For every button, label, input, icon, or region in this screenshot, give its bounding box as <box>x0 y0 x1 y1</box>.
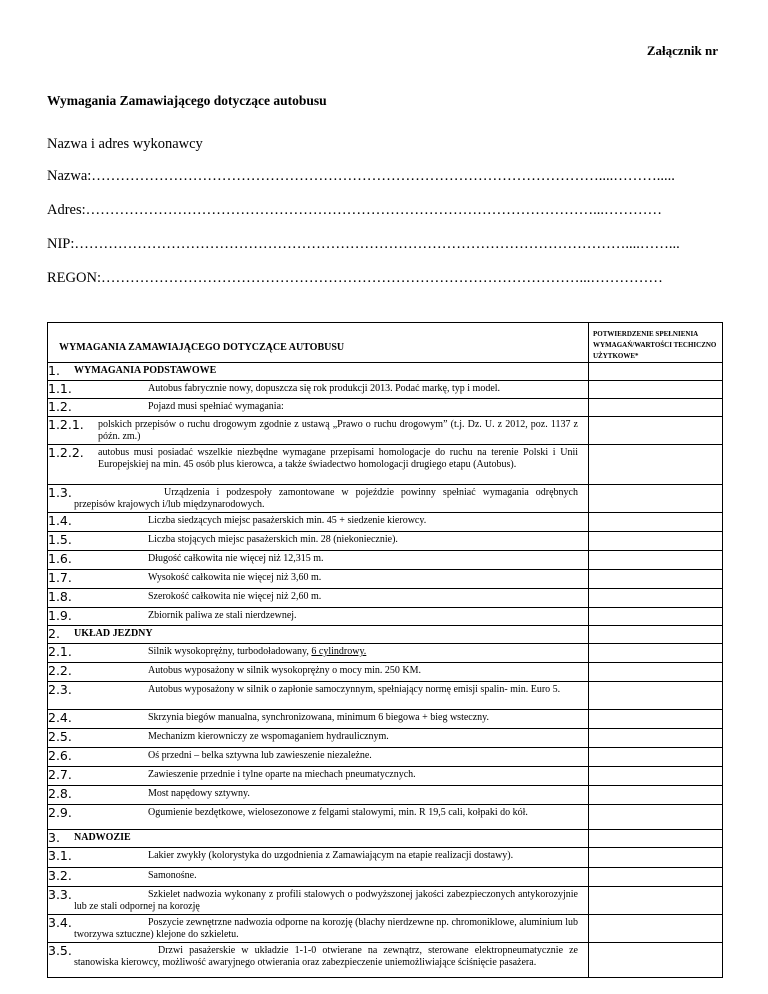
table-row <box>48 848 588 868</box>
row-text: Liczba stojących miejsc pasażerskich min. 28 (niekoniecznie). <box>148 534 398 545</box>
table-row <box>48 589 588 608</box>
row-number: 1.8. <box>48 589 72 604</box>
table-row <box>48 663 588 682</box>
table-row <box>48 417 588 445</box>
table-row <box>48 915 588 943</box>
confirmation-cell[interactable] <box>589 644 722 663</box>
table-row <box>48 786 588 805</box>
row-number: 3.3. <box>48 887 72 902</box>
table-row <box>48 710 588 729</box>
row-text: Szkielet nadwozia wykonany z profili stalowych o podwyższonej jakości zabezpieczonych antykorozyjnie lub ze stali odpornej na korozję <box>74 889 578 912</box>
row-text-part: Silnik wysokoprężny, turbodoładowany, <box>148 646 312 657</box>
contractor-nip-field[interactable]: NIP:……………………………………………………………………………………………………....……... <box>47 236 680 252</box>
table-row <box>48 626 588 644</box>
confirmation-cell[interactable] <box>589 729 722 748</box>
row-text: Mechanizm kierowniczy ze wspomaganiem hydraulicznym. <box>148 731 389 742</box>
row-text: Most napędowy sztywny. <box>148 788 250 799</box>
confirmation-cell[interactable] <box>589 663 722 682</box>
row-number: 1.6. <box>48 551 72 566</box>
row-text: Zbiornik paliwa ze stali nierdzewnej. <box>148 610 297 621</box>
row-number: 2. <box>48 626 60 641</box>
confirmation-cell[interactable] <box>589 551 722 570</box>
row-number: 2.9. <box>48 805 72 820</box>
confirmation-cell[interactable] <box>589 805 722 830</box>
row-number: 1. <box>48 363 60 378</box>
row-number: 3. <box>48 830 60 845</box>
confirmation-cell[interactable] <box>589 399 722 417</box>
contractor-regon-field[interactable]: REGON:………………………………………………………………………………………...…………… <box>47 270 663 286</box>
row-number: 3.5. <box>48 943 72 958</box>
confirmation-cell[interactable] <box>589 748 722 767</box>
confirmation-cell[interactable] <box>589 608 722 626</box>
document-title: Wymagania Zamawiającego dotyczące autobusu <box>47 93 327 108</box>
table-row <box>48 399 588 417</box>
row-number: 2.6. <box>48 748 72 763</box>
row-text: Skrzynia biegów manualna, synchronizowana, minimum 6 biegowa + bieg wsteczny. <box>148 712 490 723</box>
row-number: 2.4. <box>48 710 72 725</box>
section-title: UKŁAD JEZDNY <box>74 628 153 639</box>
row-text: Urządzenia i podzespoły zamontowane w pojeździe powinny spełniać wymagania odrębnych przepisów krajowych i/lub międzynarodowych. <box>74 487 578 510</box>
row-number: 3.1. <box>48 848 72 863</box>
row-number: 1.2.2. <box>48 445 84 460</box>
row-text: Zawieszenie przednie i tylne oparte na miechach pneumatycznych. <box>148 769 416 780</box>
section-title: NADWOZIE <box>74 832 131 843</box>
table-row <box>48 868 588 887</box>
row-number: 1.2.1. <box>48 417 84 432</box>
table-row <box>48 767 588 786</box>
row-text: Pojazd musi spełniać wymagania: <box>148 401 284 412</box>
confirmation-cell[interactable] <box>589 767 722 786</box>
confirmation-cell[interactable] <box>589 915 722 943</box>
confirmation-cell[interactable] <box>589 710 722 729</box>
row-text: Autobus fabrycznie nowy, dopuszcza się rok produkcji 2013. Podać markę, typ i model. <box>148 383 501 394</box>
table-row <box>48 551 588 570</box>
table-row <box>48 381 588 399</box>
confirmation-header-cell <box>589 323 722 363</box>
confirmation-cell[interactable] <box>589 868 722 887</box>
row-text: Drzwi pasażerskie w układzie 1-1-0 otwierane na zewnątrz, sterowane elektropneumatycznie ze stanowiska kierowcy, możliwość awaryjnego otwierania oraz zabezpieczenie uniemożliwiające ściśnięcie pasażera. <box>74 945 578 968</box>
contractor-address-field[interactable]: Adres:……………………………………………………………………………………………...………… <box>47 202 663 218</box>
row-number: 1.3. <box>48 485 72 500</box>
row-text: Poszycie zewnętrzne nadwozia odporne na korozję (blachy nierdzewne np. chromoniklowe, aluminium lub tworzywa sztuczne) klejone do szkieletu. <box>74 917 578 940</box>
table-header-requirements: WYMAGANIA ZAMAWIAJĄCEGO DOTYCZĄCE AUTOBUSU <box>59 342 345 353</box>
row-number: 2.5. <box>48 729 72 744</box>
confirmation-cell[interactable] <box>589 513 722 532</box>
row-number: 2.2. <box>48 663 72 678</box>
row-text: polskich przepisów o ruchu drogowym zgodnie z ustawą „Prawo o ruchu drogowym” (t.j. Dz. U. z 2012, poz. 1137 z późn. zm.) <box>98 419 578 442</box>
table-row <box>48 887 588 915</box>
table-row <box>48 943 588 979</box>
table-row <box>48 445 588 485</box>
section-title: WYMAGANIA PODSTAWOWE <box>74 365 217 376</box>
table-row <box>48 805 588 830</box>
table-row <box>48 363 588 381</box>
table-row <box>48 729 588 748</box>
row-number: 2.3. <box>48 682 72 697</box>
table-row <box>48 570 588 589</box>
table-header-row <box>48 323 588 363</box>
confirmation-cell[interactable] <box>589 786 722 805</box>
confirmation-cell[interactable] <box>589 682 722 710</box>
confirmation-cell[interactable] <box>589 417 722 445</box>
confirmation-cell[interactable] <box>589 485 722 513</box>
confirmation-cell[interactable] <box>589 830 722 848</box>
row-text-underlined: 6 cylindrowy. <box>311 646 367 657</box>
table-row <box>48 608 588 626</box>
contractor-name-field[interactable]: Nazwa:……………………………………………………………………………………………....………..... <box>47 168 675 184</box>
row-number: 1.2. <box>48 399 72 414</box>
table-row <box>48 644 588 663</box>
table-row <box>48 748 588 767</box>
requirements-table <box>47 322 723 978</box>
table-row <box>48 682 588 710</box>
row-text: Samonośne. <box>148 870 197 881</box>
confirmation-cell[interactable] <box>589 589 722 608</box>
row-text: autobus musi posiadać wszelkie niezbędne wymagane przepisami homologacje do ruchu na terenie Polski i Unii Europejskiej na min. 45 osób plus kierowca, a także świadectwo homologacji drugiego etapu (Autobus). <box>98 447 578 470</box>
confirmation-cell[interactable] <box>589 363 722 381</box>
table-row <box>48 532 588 551</box>
row-number: 1.4. <box>48 513 72 528</box>
row-number: 1.1. <box>48 381 72 396</box>
table-row <box>48 485 588 513</box>
confirmation-cell[interactable] <box>589 532 722 551</box>
row-number: 2.7. <box>48 767 72 782</box>
row-text <box>148 646 366 658</box>
row-number: 2.1. <box>48 644 72 659</box>
contractor-heading: Nazwa i adres wykonawcy <box>47 136 203 152</box>
row-text: Szerokość całkowita nie więcej niż 2,60 m. <box>148 591 322 602</box>
row-number: 3.2. <box>48 868 72 883</box>
row-text: Ogumienie bezdętkowe, wielosezonowe z felgami stalowymi, min. R 19,5 cali, kołpaki do kół. <box>148 807 528 818</box>
confirmation-cell[interactable] <box>589 848 722 868</box>
confirmation-cell[interactable] <box>589 445 722 485</box>
confirmation-cell[interactable] <box>589 626 722 644</box>
row-text: Autobus wyposażony w silnik wysokoprężny o mocy min. 250 KM. <box>148 665 422 676</box>
table-header-confirmation: POTWIERDZENIE SPEŁNIENIA WYMAGAŃ/WARTOŚCI TECHICZNO UŻYTKOWE* <box>593 330 717 360</box>
table-row <box>48 513 588 532</box>
row-number: 1.7. <box>48 570 72 585</box>
annex-label: Załącznik nr <box>646 43 718 58</box>
confirmation-cell[interactable] <box>589 381 722 399</box>
row-text: Wysokość całkowita nie więcej niż 3,60 m. <box>148 572 322 583</box>
row-text: Autobus wyposażony w silnik o zapłonie samoczynnym, spełniający normę emisji spalin- min. Euro 5. <box>148 684 561 695</box>
confirmation-cell[interactable] <box>589 887 722 915</box>
row-number: 3.4. <box>48 915 72 930</box>
row-text: Oś przedni – belka sztywna lub zawieszenie niezależne. <box>148 750 372 761</box>
row-number: 1.9. <box>48 608 72 623</box>
row-text: Lakier zwykły (kolorystyka do uzgodnienia z Zamawiającym na etapie realizacji dostawy). <box>148 850 514 861</box>
row-text: Długość całkowita nie więcej niż 12,315 m. <box>148 553 324 564</box>
table-row <box>48 830 588 848</box>
row-number: 1.5. <box>48 532 72 547</box>
confirmation-cell[interactable] <box>589 570 722 589</box>
row-number: 2.8. <box>48 786 72 801</box>
row-text: Liczba siedzących miejsc pasażerskich min. 45 + siedzenie kierowcy. <box>148 515 427 526</box>
